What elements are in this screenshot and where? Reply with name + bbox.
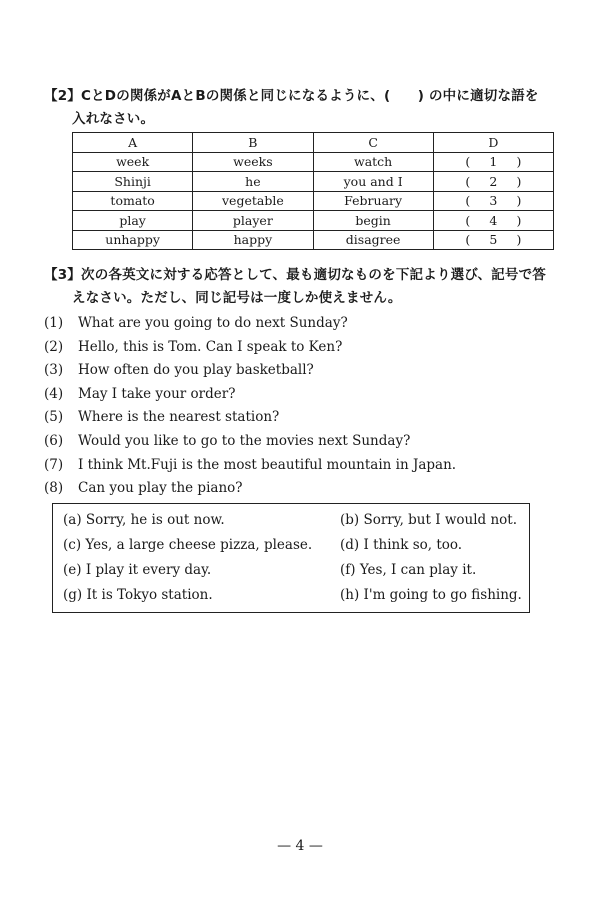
section3-instructions xyxy=(44,264,564,310)
page-number: — 4 — xyxy=(277,838,323,854)
question-list xyxy=(44,312,456,501)
choice-f: (f) Yes, I can play it. xyxy=(340,562,477,578)
question-item xyxy=(44,406,456,430)
table-header-row xyxy=(73,133,554,153)
cell-b: weeks xyxy=(193,152,313,172)
header-d: D xyxy=(433,133,553,153)
choice-h: (h) I'm going to go fishing. xyxy=(340,587,522,603)
table-row xyxy=(73,230,554,250)
choice-d: (d) I think so, too. xyxy=(340,537,463,553)
choice-g: (g) It is Tokyo station. xyxy=(63,587,213,603)
answer-blank[interactable]: ( 4 ) xyxy=(433,211,553,231)
table-row xyxy=(73,152,554,172)
question-text: I think Mt.Fuji is the most beautiful mountain in Japan. xyxy=(78,456,457,473)
section2-line1: 【2】CとDの関係がAとBの関係と同じになるように、( ) の中に適切な語を xyxy=(44,88,539,104)
question-item xyxy=(44,477,456,501)
header-b: B xyxy=(193,133,313,153)
answer-blank[interactable]: ( 3 ) xyxy=(433,191,553,211)
question-number: (6) xyxy=(44,432,64,449)
cell-c: February xyxy=(313,191,433,211)
header-a: A xyxy=(73,133,193,153)
cell-a: play xyxy=(73,211,193,231)
header-c: C xyxy=(313,133,433,153)
blank-number: 4 xyxy=(489,212,498,228)
cell-a: week xyxy=(73,152,193,172)
cell-a: tomato xyxy=(73,191,193,211)
question-text: Would you like to go to the movies next Sunday? xyxy=(78,432,411,449)
section2-line2: 入れなさい。 xyxy=(72,111,155,127)
cell-a: unhappy xyxy=(73,230,193,250)
blank-number: 1 xyxy=(489,154,498,170)
question-item xyxy=(44,383,456,407)
question-item xyxy=(44,312,456,336)
question-text: What are you going to do next Sunday? xyxy=(78,315,348,331)
question-number: (4) xyxy=(44,385,64,402)
answer-blank[interactable]: ( 1 ) xyxy=(433,152,553,172)
cell-c: you and I xyxy=(313,172,433,192)
question-item xyxy=(44,359,456,383)
question-item xyxy=(44,454,456,478)
question-text: May I take your order? xyxy=(78,385,236,402)
cell-c: begin xyxy=(313,211,433,231)
choice-a: (a) Sorry, he is out now. xyxy=(63,512,225,528)
question-item xyxy=(44,430,456,454)
question-number: (2) xyxy=(44,338,64,355)
table-row xyxy=(73,191,554,211)
cell-b: vegetable xyxy=(193,191,313,211)
section3-line1: 【3】次の各英文に対する応答として、最も適切なものを下記より選び、記号で答 xyxy=(44,267,546,283)
choices-row xyxy=(53,562,529,586)
cell-b: happy xyxy=(193,230,313,250)
section3-line2: えなさい。ただし、同じ記号は一度しか使えません。 xyxy=(72,290,402,306)
question-number: (7) xyxy=(44,456,64,473)
question-number: (5) xyxy=(44,409,64,426)
question-text: Hello, this is Tom. Can I speak to Ken? xyxy=(78,338,343,355)
cell-b: player xyxy=(193,211,313,231)
choice-c: (c) Yes, a large cheese pizza, please. xyxy=(63,537,313,553)
blank-number: 2 xyxy=(489,173,498,189)
relation-table xyxy=(72,132,554,250)
blank-number: 5 xyxy=(489,232,498,248)
answer-blank[interactable]: ( 2 ) xyxy=(433,172,553,192)
question-item xyxy=(44,336,456,360)
question-text: Can you play the piano? xyxy=(78,480,243,497)
cell-b: he xyxy=(193,172,313,192)
cell-c: disagree xyxy=(313,230,433,250)
table-row xyxy=(73,211,554,231)
section2-instructions xyxy=(44,85,564,131)
question-number: (8) xyxy=(44,480,64,497)
answer-blank[interactable]: ( 5 ) xyxy=(433,230,553,250)
choice-b: (b) Sorry, but I would not. xyxy=(340,512,518,528)
question-number: (3) xyxy=(44,362,64,379)
question-number: (1) xyxy=(44,315,64,331)
choices-row xyxy=(53,537,529,561)
table-row xyxy=(73,172,554,192)
choice-e: (e) I play it every day. xyxy=(63,562,212,578)
question-text: Where is the nearest station? xyxy=(78,409,280,426)
answer-choices-box xyxy=(52,503,530,613)
choices-row xyxy=(53,587,529,611)
choices-row xyxy=(53,512,529,536)
blank-number: 3 xyxy=(489,193,498,209)
cell-a: Shinji xyxy=(73,172,193,192)
cell-c: watch xyxy=(313,152,433,172)
question-text: How often do you play basketball? xyxy=(78,362,314,379)
